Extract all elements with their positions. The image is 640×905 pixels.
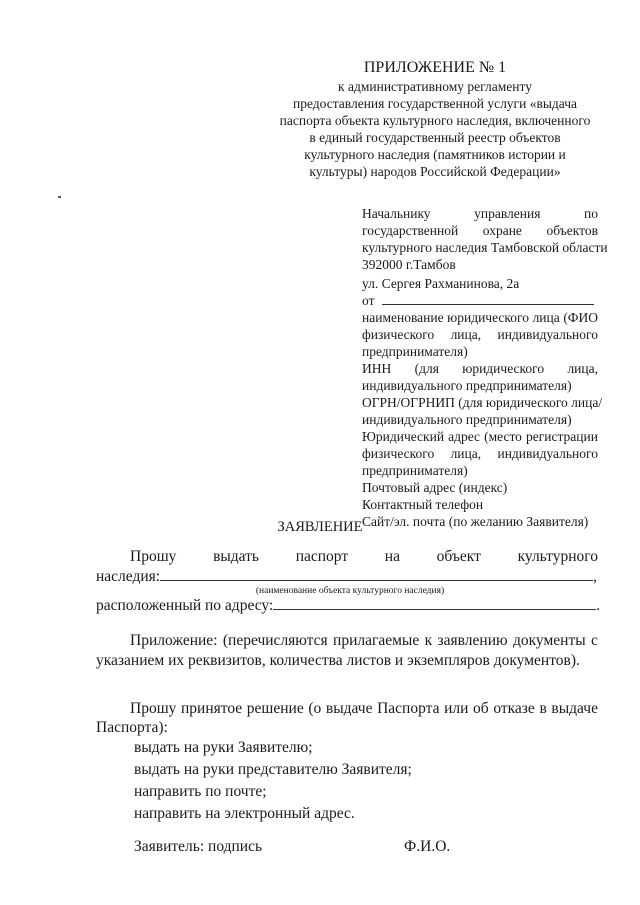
sender-line: ИНН (для юридического лица,: [362, 361, 598, 376]
heritage-name-field[interactable]: [160, 566, 593, 581]
appendix-line: в единый государственный реестр объектов: [309, 130, 561, 145]
sender-line: наименование юридического лица (ФИО: [362, 310, 598, 325]
sender-line: Почтовый адрес (индекс): [362, 480, 508, 495]
sender-line: Юридический адрес (место регистрации: [362, 429, 598, 444]
signature-fio: Ф.И.О.: [404, 838, 451, 855]
heritage-line: наследия: ,: [96, 568, 597, 585]
address-field[interactable]: [273, 595, 596, 610]
sender-name-field[interactable]: [382, 292, 594, 305]
appendix-line: культурного наследия (памятников истории и: [304, 147, 566, 162]
sender-line: физического лица, индивидуального: [362, 446, 598, 461]
heritage-caption: (наименование объекта культурного наследия): [255, 586, 445, 596]
sender-line: предпринимателя): [362, 344, 468, 359]
sender-line: индивидуального предпринимателя): [362, 378, 572, 393]
scan-mark: [58, 196, 61, 198]
delivery-option-hand[interactable]: выдать на руки Заявителю;: [134, 739, 313, 756]
statement-title: ЗАЯВЛЕНИЕ: [277, 519, 363, 535]
addressee-line: культурного наследия Тамбовской области: [362, 240, 608, 255]
address-line: расположенный по адресу: .: [96, 597, 601, 614]
delivery-options: [134, 737, 412, 825]
delivery-option-email[interactable]: направить на электронный адрес.: [134, 805, 355, 822]
addressee-line: Начальнику управления по: [362, 206, 598, 221]
addressee-block: [362, 205, 608, 292]
addressee-line: ул. Сергея Рахманинова, 2а: [362, 276, 520, 291]
request-line: Прошу выдать паспорт на объект культурного: [130, 548, 598, 565]
decision-line: Прошу принятое решение (о выдаче Паспорта или об отказе в выдаче: [130, 700, 598, 717]
sender-line: физического лица, индивидуального: [362, 327, 598, 342]
appendix-title: ПРИЛОЖЕНИЕ № 1: [363, 59, 507, 76]
sender-line: предпринимателя): [362, 463, 468, 478]
sender-block: [362, 292, 603, 530]
sender-from-line: от: [362, 292, 598, 309]
appendix-line: предоставления государственной услуги «выдача: [292, 96, 577, 111]
addressee-line: государственной охране объектов: [362, 223, 598, 238]
appendix-line: паспорта объекта культурного наследия, включенного: [279, 113, 591, 128]
appendix-block: [270, 58, 600, 180]
sender-line: ОГРН/ОГРНИП (для юридического лица/: [362, 395, 603, 410]
appendix-line: культуры) народов Российской Федерации»: [309, 164, 561, 179]
decision-line: Паспорта):: [96, 719, 168, 736]
appendix-line: к административному регламенту: [338, 79, 532, 94]
addressee-line: 392000 г.Тамбов: [362, 257, 456, 272]
signature-label: Заявитель: подпись: [134, 838, 263, 855]
attachment-line: Приложение: (перечисляются прилагаемые к заявлению документы с: [130, 632, 598, 649]
sender-line: Контактный телефон: [362, 497, 484, 512]
sender-line: Сайт/эл. почта (по желанию Заявителя): [362, 514, 589, 529]
delivery-option-representative[interactable]: выдать на руки представителю Заявителя;: [134, 761, 412, 778]
attachment-line: указанием их реквизитов, количества листов и экземпляров документов).: [96, 652, 580, 669]
delivery-option-mail[interactable]: направить по почте;: [134, 783, 267, 800]
sender-line: индивидуального предпринимателя): [362, 412, 572, 427]
